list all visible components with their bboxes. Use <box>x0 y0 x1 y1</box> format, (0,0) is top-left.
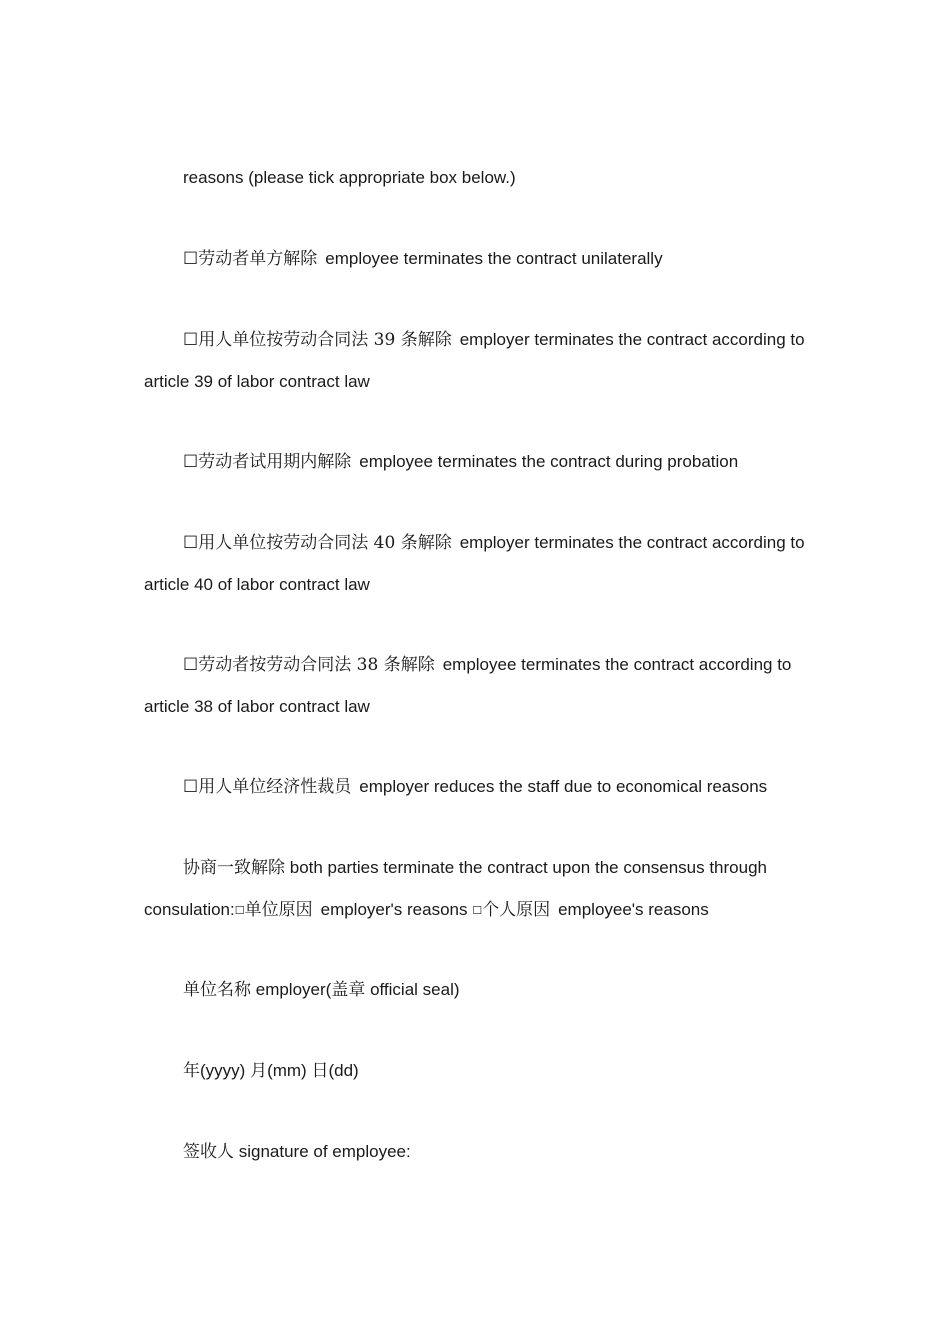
option-label-zh: 劳动者按劳动合同法 38 条解除 <box>198 655 435 675</box>
checkbox-icon[interactable]: ☐ <box>183 533 199 553</box>
option-mutual-consensus <box>144 847 814 931</box>
day-zh: 日 <box>311 1061 329 1081</box>
employee-reasons-en: employee's reasons <box>558 900 709 919</box>
option-employer-article-40 <box>144 522 814 605</box>
employer-reasons-en: employer's reasons <box>320 900 468 919</box>
month-en: (mm) <box>267 1061 307 1080</box>
option-label-en: employee terminates the contract during probation <box>359 452 739 471</box>
checkbox-icon[interactable]: ☐ <box>183 655 199 675</box>
option-label-en: employer reduces the staff due to economical reasons <box>359 777 768 796</box>
option-label-zh: 用人单位经济性裁员 <box>198 777 352 797</box>
option-employer-economic-layoff <box>144 766 814 808</box>
employer-name-en: employer( <box>255 980 332 999</box>
month-zh: 月 <box>250 1061 268 1081</box>
year-en: (yyyy) <box>200 1061 246 1080</box>
checkbox-icon[interactable]: ☐ <box>183 452 199 472</box>
option-label-zh: 用人单位按劳动合同法 39 条解除 <box>198 330 452 350</box>
option-label-en: employee terminates the contract according to article 38 of labor contract law <box>144 655 792 716</box>
year-zh: 年 <box>183 1061 200 1081</box>
checkbox-icon[interactable]: ☐ <box>183 330 199 350</box>
signature-label-zh: 签收人 <box>183 1142 234 1162</box>
consensus-label-en: both parties terminate the contract upon the consensus through consulation: <box>144 858 767 919</box>
option-label-en: employee terminates the contract unilaterally <box>325 249 663 268</box>
employer-seal-line <box>144 969 814 1011</box>
option-label-en: employer terminates the contract according to article 39 of labor contract law <box>144 330 805 391</box>
option-label-zh: 劳动者试用期内解除 <box>198 452 352 472</box>
checkbox-icon[interactable]: ☐ <box>234 904 245 917</box>
checkbox-icon[interactable]: ☐ <box>183 777 199 797</box>
option-employee-probation <box>144 441 814 483</box>
option-label-zh: 用人单位按劳动合同法 40 条解除 <box>198 533 452 553</box>
date-line <box>144 1050 814 1092</box>
option-employer-article-39 <box>144 319 814 402</box>
option-employee-article-38 <box>144 644 814 727</box>
day-en: (dd) <box>328 1061 359 1080</box>
employee-reasons-zh: 个人原因 <box>482 900 551 920</box>
option-label-zh: 劳动者单方解除 <box>198 249 318 269</box>
consensus-label-zh: 协商一致解除 <box>183 858 285 878</box>
option-label-en: employer terminates the contract according to article 40 of labor contract law <box>144 533 805 594</box>
signature-label-en: signature of employee: <box>238 1142 411 1161</box>
intro-text: reasons (please tick appropriate box below.) <box>183 168 516 187</box>
option-employee-unilateral <box>144 238 814 280</box>
employer-name-zh: 单位名称 <box>183 980 251 1000</box>
employer-reasons-zh: 单位原因 <box>244 900 313 920</box>
checkbox-icon[interactable]: ☐ <box>183 249 199 269</box>
signature-line <box>144 1131 814 1173</box>
checkbox-icon[interactable]: ☐ <box>472 904 483 917</box>
intro-paragraph <box>144 157 814 198</box>
seal-en: official seal) <box>370 980 460 999</box>
seal-zh: 盖章 <box>331 980 366 1000</box>
